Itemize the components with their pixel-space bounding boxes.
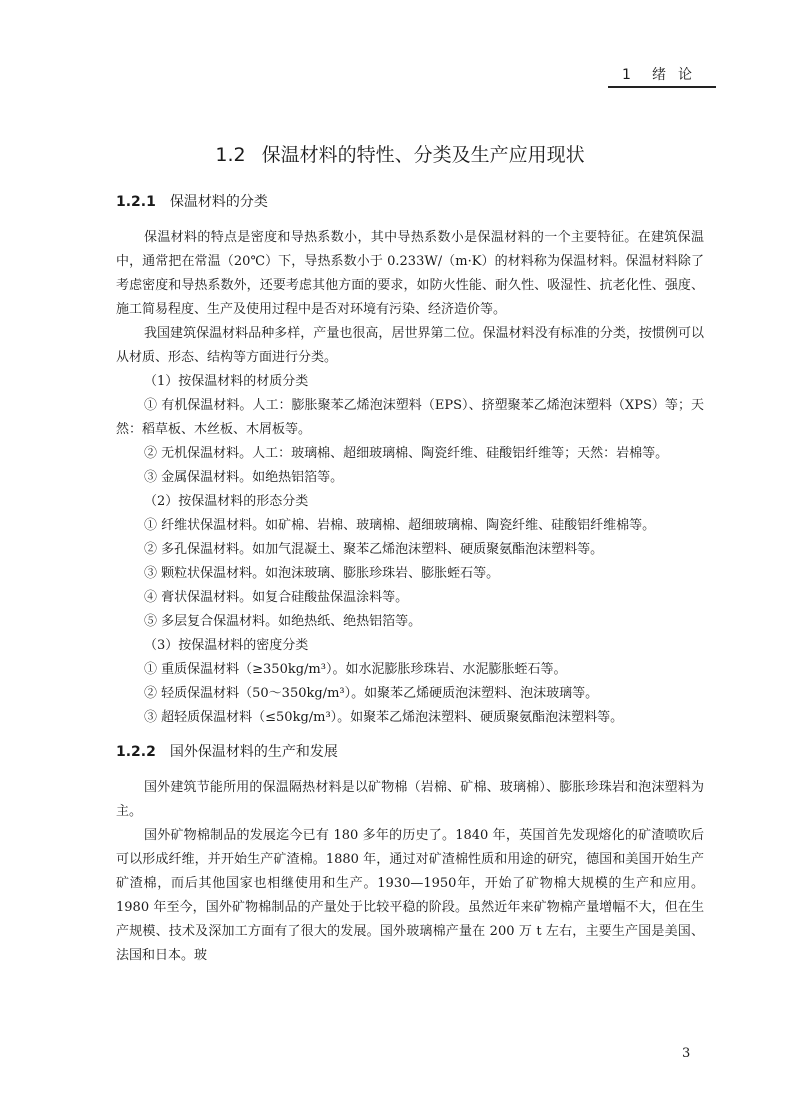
list-item: ① 有机保温材料。人工：膨胀聚苯乙烯泡沫塑料（EPS）、挤塑聚苯乙烯泡沫塑料（XPS）等；天然：稻草板、木丝板、木屑板等。	[116, 398, 704, 437]
subsection-title-1: 保温材料的分类	[169, 194, 268, 210]
list-item: ③ 超轻质保温材料（≤50kg/m³）。如聚苯乙烯泡沫塑料、硬质聚氨酯泡沫塑料等。	[144, 710, 624, 725]
list-item: ④ 膏状保温材料。如复合硅酸盐保温涂料等。	[144, 590, 409, 605]
classification-heading-3: （3）按保温材料的密度分类	[144, 638, 309, 653]
page-number: 3	[682, 1046, 691, 1061]
classification-heading-1: （1）按保温材料的材质分类	[144, 374, 309, 389]
subsection-number-1: 1.2.1	[116, 194, 156, 210]
chapter-title-char-1: 绪	[652, 67, 667, 83]
list-item: ① 纤维状保温材料。如矿棉、岩棉、玻璃棉、超细玻璃棉、陶瓷纤维、硅酸铝纤维棉等。	[144, 518, 656, 533]
subsection-title-2: 国外保温材料的生产和发展	[169, 744, 338, 760]
list-item: ① 重质保温材料（≥350kg/m³）。如水泥膨胀珍珠岩、水泥膨胀蛭石等。	[144, 662, 567, 677]
section-title-text: 保温材料的特性、分类及生产应用现状	[261, 144, 585, 166]
list-item: ③ 金属保温材料。如绝热铝箔等。	[144, 470, 344, 485]
section-title	[0, 140, 800, 167]
chapter-title-char-2: 论	[678, 67, 693, 83]
main-content	[116, 190, 704, 968]
list-item: ② 无机保温材料。人工：玻璃棉、超细玻璃棉、陶瓷纤维、硅酸铝纤维等；天然：岩棉等。	[144, 446, 669, 461]
paragraph-1: 保温材料的特点是密度和导热系数小，其中导热系数小是保温材料的一个主要特征。在建筑保温中，通常把在常温（20℃）下，导热系数小于 0.233W/（m·K）的材料称为保温材料。保温材料除了考虑密度和导热系数外，还要考虑其他方面的要求，如防火性能、耐久性、吸湿性、抗老化性、强度、施工简易程度、生产及使用过程中是否对环境有污染、经济造价等。	[116, 230, 704, 317]
section-number: 1.2	[215, 144, 246, 166]
subsection-heading-2	[116, 740, 704, 764]
list-item: ③ 颗粒状保温材料。如泡沫玻璃、膨胀珍珠岩、膨胀蛭石等。	[144, 566, 500, 581]
subsection-number-2: 1.2.2	[116, 744, 156, 760]
subsection-heading-1	[116, 190, 704, 214]
list-item: ② 轻质保温材料（50～350kg/m³）。如聚苯乙烯硬质泡沫塑料、泡沫玻璃等。	[144, 686, 599, 701]
paragraph-2: 我国建筑保温材料品种多样，产量也很高，居世界第二位。保温材料没有标准的分类，按惯例可以从材质、形态、结构等方面进行分类。	[116, 326, 704, 365]
classification-heading-2: （2）按保温材料的形态分类	[144, 494, 309, 509]
list-item: ② 多孔保温材料。如加气混凝土、聚苯乙烯泡沫塑料、硬质聚氨酯泡沫塑料等。	[144, 542, 604, 557]
chapter-number: 1	[622, 67, 632, 83]
paragraph-4: 国外矿物棉制品的发展迄今已有 180 多年的历史了。1840 年，英国首先发现熔化的矿渣喷吹后可以形成纤维，并开始生产矿渣棉。1880 年，通过对矿渣棉性质和用途的研究，德国和美国开始生产矿渣棉，而后其他国家也相继使用和生产。1930—1950年，开始了矿物棉大规模的生产和应用。1980 年至今，国外矿物棉制品的产量处于比较平稳的阶段。虽然近年来矿物棉产量增幅不大，但在生产规模、技术及深加工方面有了很大的发展。国外玻璃棉产量在 200 万 t 左右，主要生产国是美国、法国和日本。玻	[116, 828, 704, 963]
header-rule	[608, 86, 716, 88]
paragraph-3: 国外建筑节能所用的保温隔热材料是以矿物棉（岩棉、矿棉、玻璃棉）、膨胀珍珠岩和泡沫塑料为主。	[116, 780, 704, 819]
running-header	[622, 64, 693, 84]
list-item: ⑤ 多层复合保温材料。如绝热纸、绝热铝箔等。	[144, 614, 422, 629]
